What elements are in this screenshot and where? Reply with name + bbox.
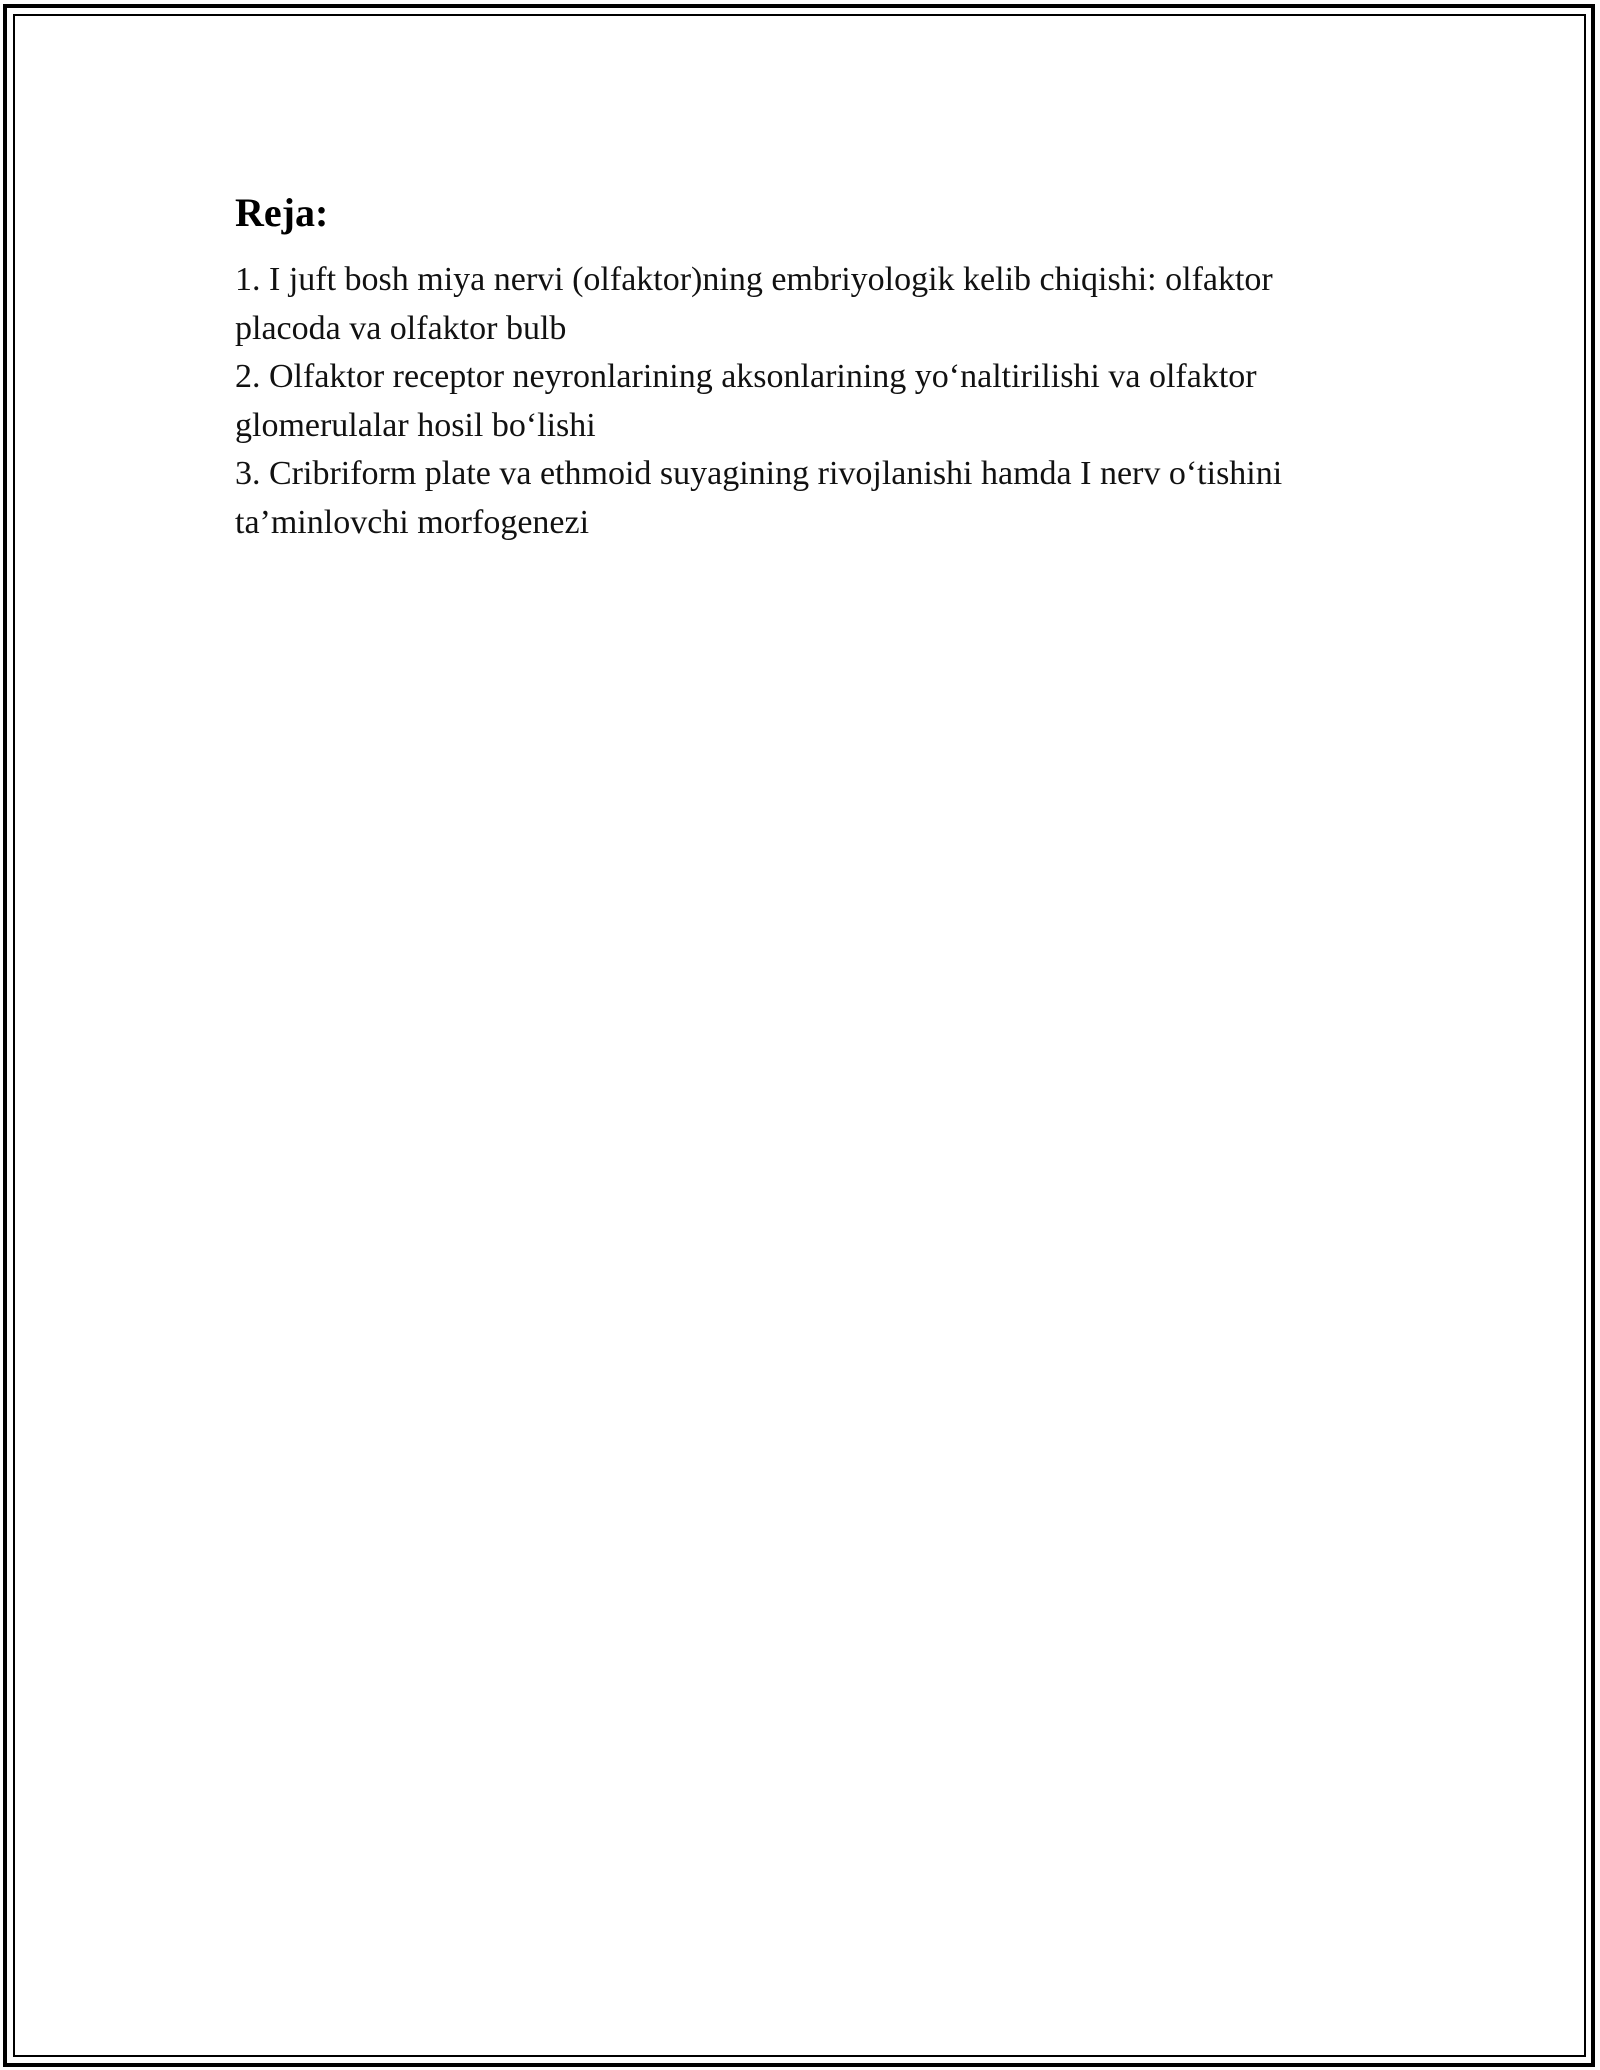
page-content — [235, 188, 1375, 547]
plan-item-1: 1. I juft bosh miya nervi (olfaktor)ning embriyologik kelib chiqishi: olfaktor placoda va olfaktor bulb — [235, 261, 1273, 347]
plan-title: Reja: — [235, 190, 329, 235]
plan-list — [235, 256, 1375, 547]
plan-item-3: 3. Cribriform plate va ethmoid suyagining rivojlanishi hamda I nerv o‘tishini ta’minlovchi morfogenezi — [235, 455, 1283, 541]
plan-item-2: 2. Olfaktor receptor neyronlarining aksonlarining yo‘naltirilishi va olfaktor glomerulalar hosil bo‘lishi — [235, 358, 1257, 444]
